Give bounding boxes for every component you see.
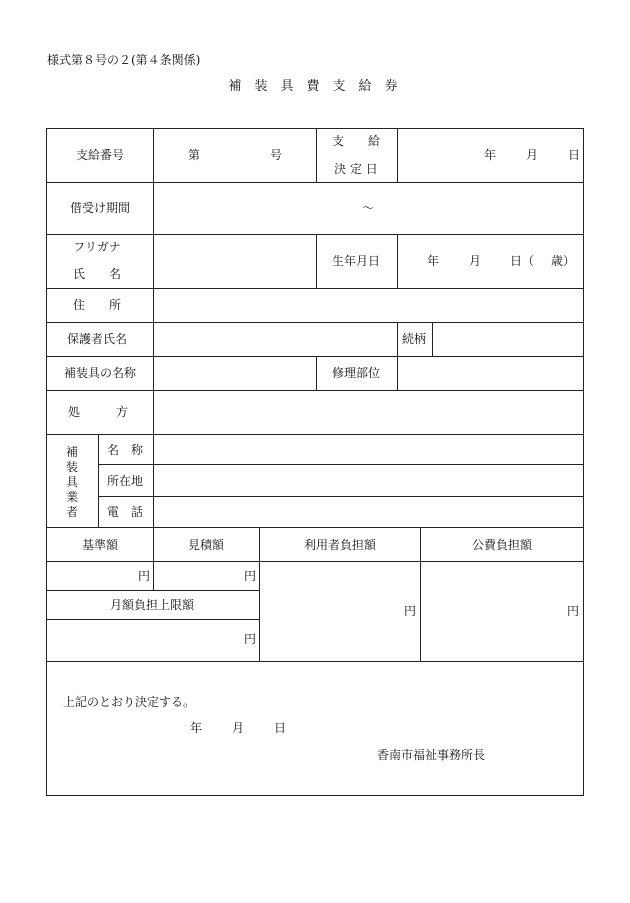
- user-burden-label: 利用者負担額: [303, 538, 377, 552]
- table-rule: [46, 390, 584, 391]
- birth-day: 日（: [510, 254, 535, 268]
- address-label: 住 所: [72, 298, 122, 312]
- decision-statement: 上記のとおり決定する。: [63, 695, 196, 709]
- decision-date-month: 月: [526, 148, 539, 162]
- table-rule: [46, 527, 584, 528]
- table-rule: [316, 128, 317, 182]
- repair-part-label: 修理部位: [331, 366, 381, 380]
- monthly-cap-yen: 円: [243, 632, 256, 646]
- prescription-label: 処 方: [67, 405, 129, 419]
- table-rule: [316, 356, 317, 390]
- table-rule: [432, 322, 433, 356]
- table-rule: [98, 496, 584, 497]
- decision-date-label-line1: 支 給: [331, 134, 381, 148]
- vendor-group-label-char: 補: [65, 445, 79, 459]
- estimate-amount-yen: 円: [243, 569, 256, 583]
- decision-date-label-line2: 決 定 日: [334, 162, 378, 176]
- form-number: 様式第８号の２(第４条関係): [47, 53, 201, 67]
- office-name: 香南市福祉事務所長: [377, 748, 486, 762]
- vendor-group-label-char: 装: [65, 460, 79, 474]
- vendor-name-label: 名 称: [106, 443, 144, 457]
- table-rule: [46, 128, 47, 796]
- monthly-cap-label: 月額負担上限額: [109, 598, 195, 612]
- guardian-name-label: 保護者氏名: [66, 332, 128, 346]
- table-rule: [46, 182, 584, 183]
- table-rule: [46, 322, 584, 323]
- table-rule: [153, 527, 154, 590]
- footer-year: 年: [190, 721, 203, 735]
- loan-period-label: 借受け期間: [69, 201, 131, 215]
- name-label: 氏 名: [72, 267, 122, 281]
- vendor-group-label-char: 者: [65, 505, 79, 519]
- vendor-group-label-char: 業: [65, 490, 79, 504]
- footer-day: 日: [274, 721, 287, 735]
- birth-year: 年: [427, 254, 440, 268]
- table-rule: [98, 464, 584, 465]
- loan-period-tilde: ～: [361, 201, 375, 215]
- table-rule: [46, 128, 584, 129]
- table-rule: [397, 322, 398, 390]
- table-rule: [153, 128, 154, 434]
- public-burden-yen: 円: [566, 604, 579, 618]
- table-rule: [420, 527, 421, 661]
- relation-label: 続柄: [401, 332, 427, 346]
- user-burden-yen: 円: [403, 604, 416, 618]
- table-rule: [46, 561, 584, 562]
- table-rule: [46, 795, 584, 796]
- furigana-label: フリガナ: [73, 240, 121, 254]
- decision-date-day: 日: [568, 148, 581, 162]
- birth-age: 歳）: [551, 254, 576, 268]
- standard-amount-label: 基準額: [81, 538, 119, 552]
- table-rule: [46, 619, 259, 620]
- device-name-label: 補装具の名称: [63, 366, 137, 380]
- standard-amount-yen: 円: [137, 569, 150, 583]
- table-rule: [46, 590, 259, 591]
- table-rule: [397, 234, 398, 288]
- table-rule: [153, 434, 154, 527]
- public-burden-label: 公費負担額: [471, 538, 533, 552]
- footer-month: 月: [232, 721, 245, 735]
- table-rule: [583, 128, 584, 796]
- table-rule: [46, 288, 584, 289]
- birth-date-label: 生年月日: [331, 254, 381, 268]
- decision-date-year: 年: [484, 148, 497, 162]
- table-rule: [46, 356, 584, 357]
- payment-number-label: 支給番号: [75, 148, 125, 162]
- table-rule: [98, 434, 99, 527]
- vendor-group-label-char: 具: [65, 475, 79, 489]
- page-title: 補 装 具 費 支 給 券: [228, 79, 398, 94]
- table-rule: [397, 128, 398, 182]
- table-rule: [46, 234, 584, 235]
- table-rule: [316, 234, 317, 288]
- birth-month: 月: [469, 254, 482, 268]
- table-rule: [259, 527, 260, 661]
- payment-number-dai: 第: [188, 148, 201, 162]
- vendor-phone-label: 電 話: [106, 505, 144, 519]
- table-rule: [46, 434, 584, 435]
- vendor-location-label: 所在地: [106, 474, 144, 488]
- estimate-amount-label: 見積額: [187, 538, 225, 552]
- payment-number-go: 号: [270, 148, 283, 162]
- table-rule: [46, 661, 584, 662]
